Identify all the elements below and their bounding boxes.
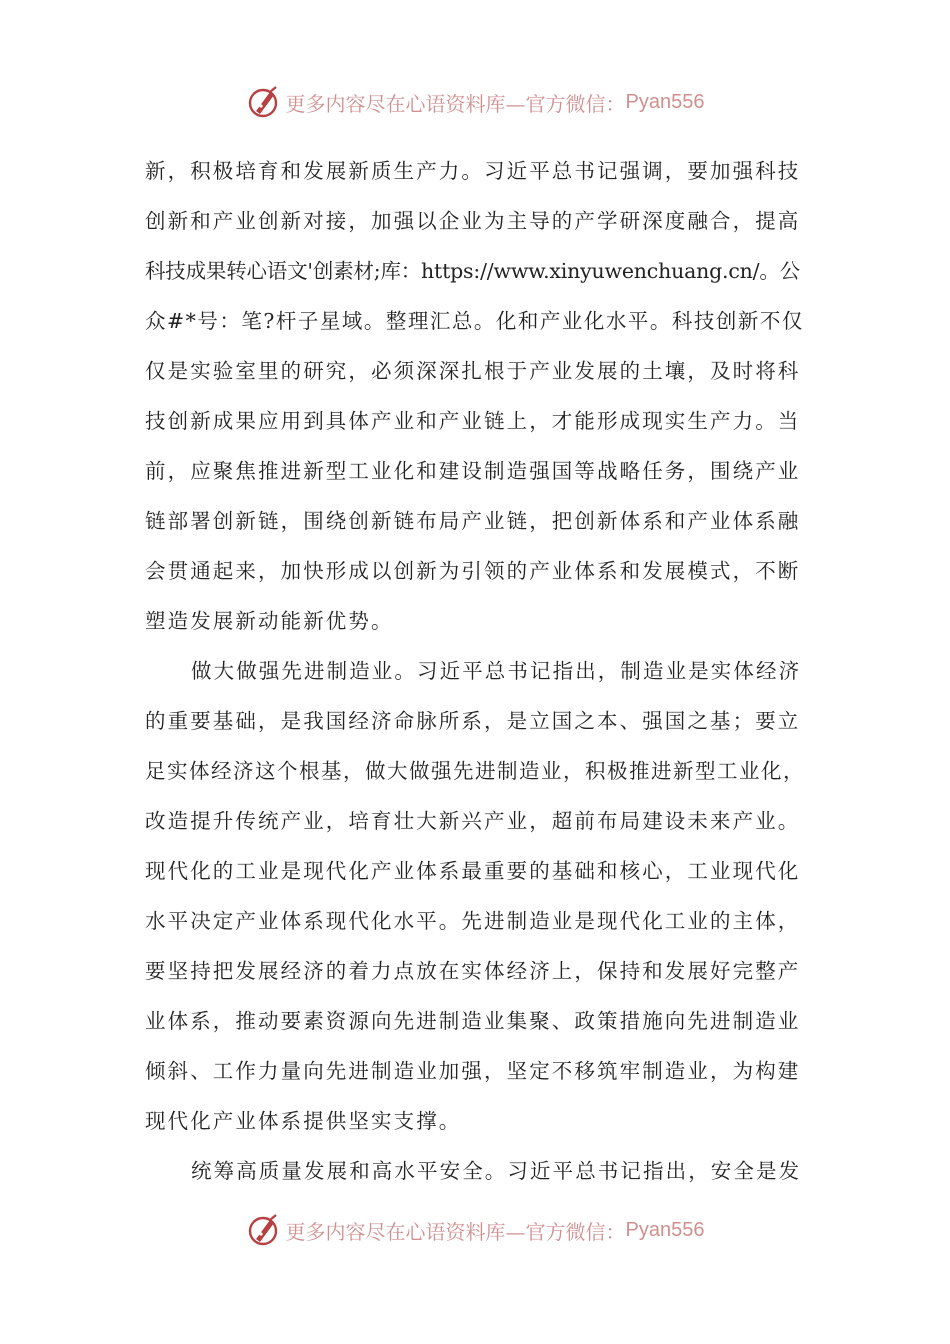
body-line: 倾斜、工作力量向先进制造业加强，坚定不移筑牢制造业，为构建 — [145, 1059, 801, 1083]
paragraph-start-line: 统筹高质量发展和高水平安全。习近平总书记指出，安全是发 — [191, 1159, 802, 1183]
body-line: 科技成果转心语文'创素材;库：https://www.xinyuwenchuang.cn/。公 — [145, 259, 800, 283]
paragraph-start-line: 做大做强先进制造业。习近平总书记指出，制造业是实体经济 — [191, 659, 802, 683]
body-line: 技创新成果应用到具体产业和产业链上，才能形成现实生产力。当 — [145, 409, 801, 433]
body-line: 新，积极培育和发展新质生产力。习近平总书记强调，要加强科技 — [145, 159, 801, 183]
watermark-wechat-id: Pyan556 — [625, 1218, 705, 1241]
footer-watermark — [0, 1208, 950, 1252]
watermark-text: 更多内容尽在心语资料库—官方微信： — [285, 91, 626, 116]
body-line: 塑造发展新动能新优势。 — [145, 609, 394, 633]
body-line: 创新和产业创新对接，加强以企业为主导的产学研深度融合，提高 — [145, 209, 801, 233]
body-line: 改造提升传统产业，培育壮大新兴产业，超前布局建设未来产业。 — [145, 809, 801, 833]
body-line: 现代化产业体系提供坚实支撑。 — [145, 1109, 462, 1133]
body-line: 要坚持把发展经济的着力点放在实体经济上，保持和发展好完整产 — [145, 959, 801, 983]
body-line: 水平决定产业体系现代化水平。先进制造业是现代化工业的主体， — [145, 909, 801, 933]
watermark-wechat-id: Pyan556 — [625, 90, 705, 113]
body-line: 仅是实验室里的研究，必须深深扎根于产业发展的土壤，及时将科 — [145, 359, 801, 383]
body-line: 业体系，推动要素资源向先进制造业集聚、政策措施向先进制造业 — [145, 1009, 801, 1033]
body-line: 会贯通起来，加快形成以创新为引领的产业体系和发展模式，不断 — [145, 559, 801, 583]
body-line: 链部署创新链，围绕创新链布局产业链，把创新体系和产业体系融 — [145, 509, 801, 533]
body-line: 足实体经济这个根基，做大做强先进制造业，积极推进新型工业化， — [145, 759, 805, 783]
pen-nib-circle-icon — [246, 1212, 282, 1248]
body-line: 现代化的工业是现代化产业体系最重要的基础和核心，工业现代化 — [145, 859, 801, 883]
watermark-text: 更多内容尽在心语资料库—官方微信： — [285, 1219, 626, 1244]
body-line: 前，应聚焦推进新型工业化和建设制造强国等战略任务，围绕产业 — [145, 459, 801, 483]
body-line: 的重要基础，是我国经济命脉所系，是立国之本、强国之基；要立 — [145, 709, 801, 733]
header-watermark — [0, 80, 950, 124]
document-body — [145, 146, 805, 1196]
body-line: 众#*号：笔?杆子星域。整理汇总。化和产业化水平。科技创新不仅 — [145, 309, 804, 333]
pen-nib-circle-icon — [246, 84, 282, 120]
